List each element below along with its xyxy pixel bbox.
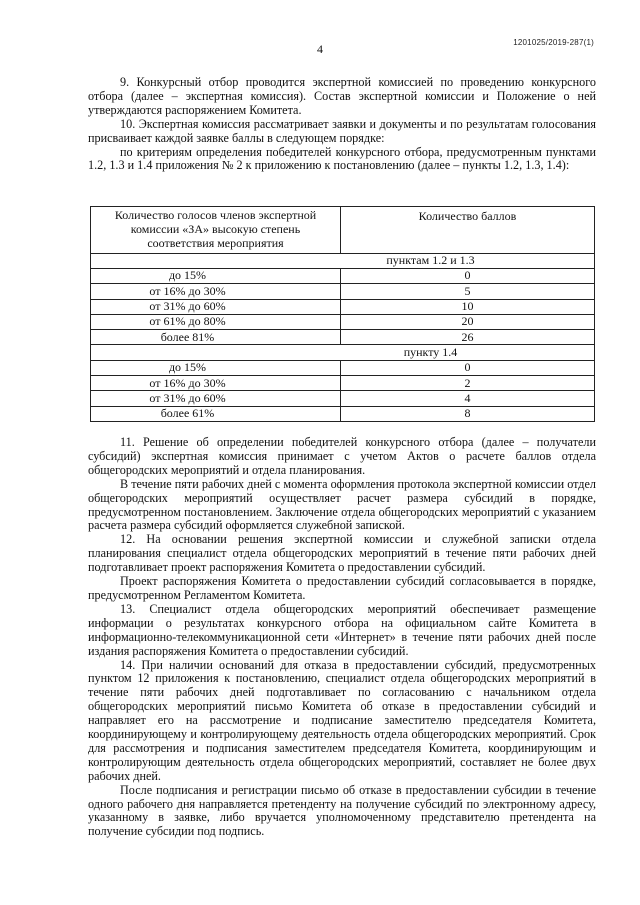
table-group-row (91, 345, 595, 360)
table-cell-score: 10 (341, 299, 595, 314)
table-cell-range: от 16% до 30% (91, 284, 341, 299)
table-group-title: пункту 1.4 (91, 345, 595, 360)
paragraph-10: 10. Экспертная комиссия рассматривает заявки и документы и по результатам голосования присваивает каждой заявке баллы в следующем порядке: (88, 116, 596, 145)
table-cell-range: до 15% (91, 268, 341, 283)
table-row (91, 284, 595, 299)
table-cell-range: более 61% (91, 406, 341, 421)
table-row (91, 330, 595, 345)
table-row (91, 268, 595, 283)
paragraph-9: 9. Конкурсный отбор проводится экспертной комиссией по проведению конкурсного отбора (далее – экспертная комиссия). Состав экспертной комиссии и Положение о ней утверждаются распоряжением Комитета. (88, 75, 596, 117)
table-cell-score: 26 (341, 330, 595, 345)
table-row (91, 360, 595, 375)
table-cell-range: от 16% до 30% (91, 375, 341, 390)
table-row (91, 375, 595, 390)
table-cell-score: 8 (341, 406, 595, 421)
paragraph-approval: Проект распоряжения Комитета о предоставлении субсидий согласовывается в порядке, предусмотренном Регламентом Комитета. (88, 574, 596, 602)
table-cell-score: 5 (341, 284, 595, 299)
table-row (91, 406, 595, 421)
table-group-row (91, 253, 595, 268)
table-cell-score: 4 (341, 391, 595, 406)
document-number: 1201025/2019-287(1) (513, 38, 594, 47)
table-cell-score: 20 (341, 314, 595, 329)
paragraph-13: 13. Специалист отдела общегородских мероприятий обеспечивает размещение информации о результатах конкурсного отбора на официальном сайте Комитета в информационно-телекоммуникационной сети «Интернет» в течение пяти рабочих дней после издания распоряжения Комитета о предоставлении субсидий. (88, 601, 596, 658)
body-section-top (88, 76, 596, 173)
table-header-score: Количество баллов (341, 207, 595, 254)
table-header-row (91, 207, 595, 254)
paragraph-criteria: по критериям определения победителей конкурсного отбора, предусмотренным пунктами 1.2, 1.3 и 1.4 приложения № 2 к приложению к постановлению (далее – пункты 1.2, 1.3, 1.4): (88, 144, 596, 173)
table-row (91, 391, 595, 406)
body-section-bottom (88, 436, 596, 839)
paragraph-refusal-delivery: После подписания и регистрации письмо об отказе в предоставлении субсидии в течение одного рабочего дня направляется претенденту на получение субсидий по электронному адресу, указанному в заявке, либо вручается уполномоченному представителю претендента на получение субсидии под подпись. (88, 782, 596, 839)
table-cell-score: 0 (341, 360, 595, 375)
paragraph-11: 11. Решение об определении победителей конкурсного отбора (далее – получатели субсидий) экспертная комиссия принимает с учетом Актов о расчете баллов отдела общегородских мероприятий и отдела планирования. (88, 435, 596, 477)
table-cell-range: от 61% до 80% (91, 314, 341, 329)
table-header-votes: Количество голосов членов экспертной комиссии «ЗА» высокую степень соответствия мероприятия (91, 207, 341, 254)
table-cell-score: 0 (341, 268, 595, 283)
table-cell-score: 2 (341, 375, 595, 390)
table-row (91, 299, 595, 314)
table-row (91, 314, 595, 329)
paragraph-calculation: В течение пяти рабочих дней с момента оформления протокола экспертной комиссии отдел общегородских мероприятий осуществляет расчет размера субсидий в порядке, предусмотренном постановлением. Заключение отдела общегородских мероприятий с указанием расчета размера субсидий оформляется служебной запиской. (88, 476, 596, 533)
scoring-table (90, 206, 595, 422)
paragraph-12: 12. На основании решения экспертной комиссии и служебной записки отдела планирования специалист отдела общегородских мероприятий в течение пяти рабочих дней подготавливает проект распоряжения Комитета о предоставлении субсидий. (88, 532, 596, 575)
table-group-title: пунктам 1.2 и 1.3 (91, 253, 595, 268)
table-cell-range: от 31% до 60% (91, 299, 341, 314)
table-cell-range: более 81% (91, 330, 341, 345)
paragraph-14: 14. При наличии оснований для отказа в предоставлении субсидий, предусмотренных пунктом 12 приложения к постановлению, специалист отдела общегородских мероприятий в течение пяти рабочих дней подготавливает по согласованию с начальником отдела общегородских мероприятий письмо Комитета об отказе в предоставлении субсидий и направляет его на рассмотрение и подписание заместителю председателя Комитета, координирующему и контролирующему деятельность отдела общегородских мероприятий. Срок для рассмотрения и подписания заместителем председателя Комитета, координирующим и контролирующим деятельность отдела общегородских мероприятий, составляет не более двух рабочих дней. (88, 657, 596, 783)
table-cell-range: до 15% (91, 360, 341, 375)
table-cell-range: от 31% до 60% (91, 391, 341, 406)
page-number: 4 (317, 42, 323, 56)
